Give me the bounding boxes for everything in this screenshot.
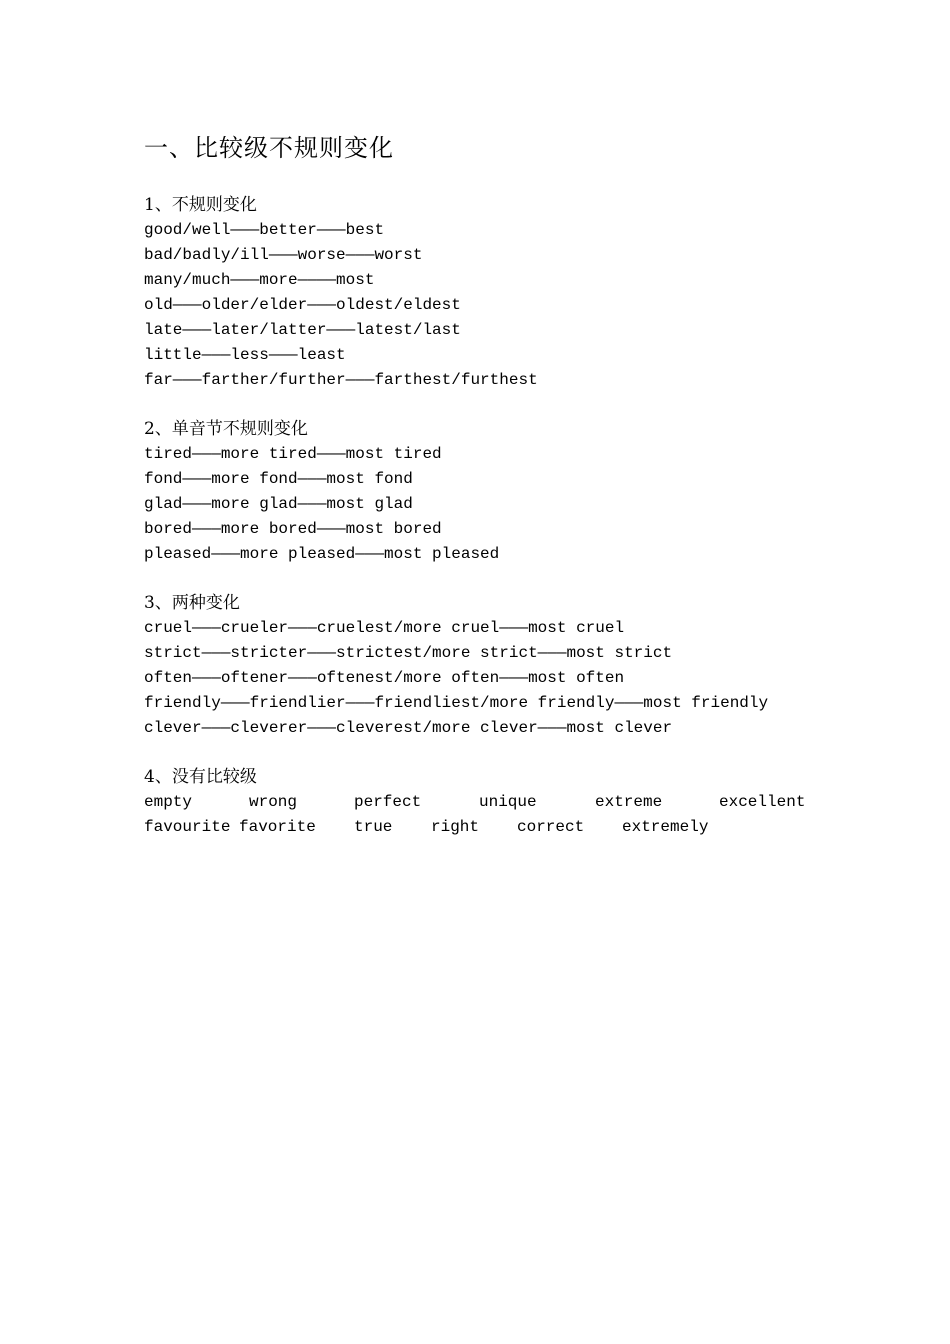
- text-line: glad———more glad———most glad: [144, 495, 413, 513]
- word: correct: [517, 818, 585, 836]
- word: right: [431, 818, 480, 836]
- section-irregular: [144, 193, 824, 393]
- text-line: old———older/elder———oldest/eldest: [144, 296, 461, 314]
- word-row: [144, 790, 824, 815]
- text-line: friendly———friendlier———friendliest/more friendly———most friendly: [144, 694, 769, 712]
- section-monosyllabic: [144, 417, 824, 567]
- word: unique: [479, 793, 537, 811]
- word: wrong: [249, 793, 298, 811]
- word: extreme: [595, 793, 663, 811]
- text-line: bored———more bored———most bored: [144, 520, 442, 538]
- text-line: many/much———more————most: [144, 271, 375, 289]
- word: favorite: [239, 818, 316, 836]
- text-line: late———later/latter———latest/last: [144, 321, 461, 339]
- text-line: bad/badly/ill———worse———worst: [144, 246, 423, 264]
- section-two-forms: [144, 591, 824, 741]
- word: excellent: [719, 793, 806, 811]
- section-heading: 1、不规则变化: [144, 195, 257, 215]
- document-page: [144, 128, 824, 864]
- text-line: tired———more tired———most tired: [144, 445, 442, 463]
- text-line: little———less———least: [144, 346, 346, 364]
- word-row: [144, 815, 824, 840]
- section-heading: 2、单音节不规则变化: [144, 419, 308, 439]
- text-line: good/well———better———best: [144, 221, 385, 239]
- word: perfect: [354, 793, 422, 811]
- section-heading: 4、没有比较级: [144, 767, 257, 787]
- section-heading: 3、两种变化: [144, 593, 240, 613]
- section-no-comparative: [144, 765, 824, 840]
- word: favourite: [144, 818, 231, 836]
- text-line: strict———stricter———strictest/more strict———most strict: [144, 644, 673, 662]
- text-line: fond———more fond———most fond: [144, 470, 413, 488]
- text-line: clever———cleverer———cleverest/more clever———most clever: [144, 719, 673, 737]
- page-title: 一、比较级不规则变化: [144, 134, 394, 162]
- text-line: cruel———crueler———cruelest/more cruel———most cruel: [144, 619, 625, 637]
- text-line: often———oftener———oftenest/more often———most often: [144, 669, 625, 687]
- word: true: [354, 818, 393, 836]
- word: empty: [144, 793, 193, 811]
- word: extremely: [622, 818, 709, 836]
- text-line: far———farther/further———farthest/furthest: [144, 371, 538, 389]
- text-line: pleased———more pleased———most pleased: [144, 545, 500, 563]
